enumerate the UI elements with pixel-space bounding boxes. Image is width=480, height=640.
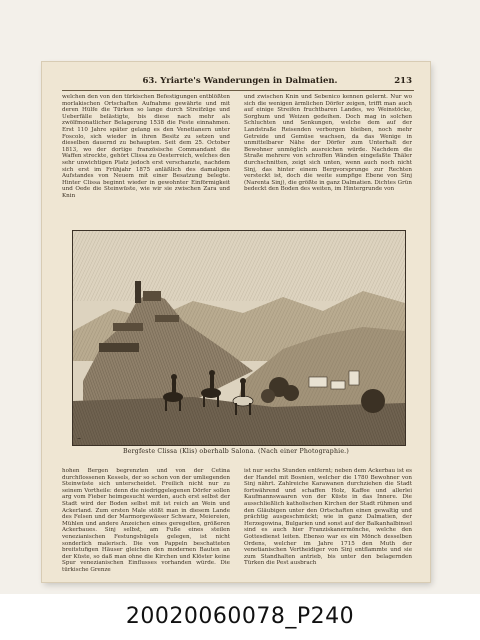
text-column-bottom-right xyxy=(244,468,412,572)
text-column-bottom-left xyxy=(62,468,230,572)
running-header xyxy=(62,76,418,88)
engraving-image xyxy=(73,231,405,445)
header-rule xyxy=(62,90,414,91)
paragraph: welchen den von den türkischen Befestigungen entblößten morlakischen Ortschaften Aufnahme gewährte und mit deren Hülfe die Türken so lange durch Streifzüge und Ueberfälle belästigte, bis diese nach mehr als zwölfmonatlicher Belagerung 1538 die Feste einnahmen. Erst 110 Jahre später gelang es den Venetianern unter Foscolo, sich wieder in ihren Besitz zu setzen und dieselben dauernd zu behaupten. Seit dem 25. October 1813, wo der dortige französische Commandant die Waffen streckte, gehört Clissa zu Oesterreich, welches den sehr unwichtigen Platz jedoch erst verschanzte, nachdem sich erst im Frühjahr 1875 anläßlich des damaligen Aufstandes von Neuem mit einer Besatzung belegte. Hinter Clissa beginnt wieder in gewohnter Einförmigkeit und Oede die Steinwüste, wie wir sie zwischen Zara und Knin xyxy=(62,94,230,199)
text-column-top-left xyxy=(62,94,230,224)
text-column-top-right xyxy=(244,94,412,224)
engraver-signature: ~ xyxy=(77,436,82,442)
figure-caption: Bergfeste Clissa (Klis) oberhalb Salona. (Nach einer Photographie.) xyxy=(123,448,349,455)
header-title: 63. Yriarte's Wanderungen in Dalmatien. xyxy=(142,76,338,86)
paragraph: hohen Bergen begrenzten und von der Cetina durchflossenen Kessels, der so schon von der umliegenden Steinwüste sich unterscheidet. Freilich nicht nur zu seinem Vortheile: denn die niedriggelegenen Dörfer sollen arg vom Fieber heimgesucht werden, auch erst selbst der Stadt wird der Boden selbst mit ist reich an Wein und Ackerland. Zum ersten Male stößt man in diesem Lande des Felsen und der Marmorgewässer Schwarz, Meiereien, Mühlen und andere Anzeichen eines geregelten, größeren Ackerbaues. Sinj selbst, am Fuße eines steilen venezianischen Festungshügels gelegen, ist nicht sonderlich malerisch. Die von Pappeln beschatteten breitstufigen Häuser gleichen den modernen Bauten an der Küste, so daß man ohne die Kirchen und Klöster keine Spur venezianischen Einflusses vorhanden würde. Die türkische Grenze xyxy=(62,468,230,572)
page-number: 213 xyxy=(394,76,412,86)
engraving-illustration xyxy=(72,230,406,446)
paragraph: und zwischen Knin und Sebenico kennen gelernt. Nur wo sich die wenigen ärmlichen Dörfer zeigen, trifft man auch auf einige Streifen fruchtbaren Landes, wo Weinstöcke, Sorghum und Weizen gedeihen. Doch mag in solchen Schluchten und Senkungen, welche dem auf der Landstraße Reisenden verborgen bleiben, noch mehr Getreide und Gemüse wachsen, da das Wenige in unmittelbarer Nähe der Dörfer zum Unterhalt der Bewohner unmöglich ausreichen würde. Nachdem die Straße mehrere von schroffen Wänden eingefaßte Thäler durchschnitten, zeigt sich unten, wenn auch noch nicht Sinj, das hinter einem Bergvorsprunge zur Rechten versteckt ist, doch die weite sumpfige Ebene von Sinj (Narenta Sinj), die größte in ganz Dalmatien. Dichtes Grün bedeckt den Boden des weiten, im Hintergrunde von xyxy=(244,94,412,193)
paragraph: ist nur sechs Stunden entfernt; neben dem Ackerbau ist es der Handel mit Bosnien, welcher die 1780 Bewohner von Sinj nährt. Zahlreiche Karawanen durchziehen die Stadt fortwährend und schaffen Holz, Kaffee und allerlei Kaufmannswaaren von der Küste in das Innere. Die ausschließlich katholischen Kirchen der Stadt rühmen und den Gläubigen unter den Ortschaften einen gewaltig und prächtig ausgeschmückt; wie in ganz Dalmatien, der Herzegowina, Bulgarien und sonst auf der Balkanhalbinsel sind es auch hier Franziskanermönche, welche den Gottesdienst leiten. Ebenso war es ein Mönch desselben Ordens, welcher im Jahre 1715 den Muth der venetianischen Vertheidiger von Sinj entflammte und sie zum Standhalten antrieb, bis unter den belagernden Türken die Pest ausbrach xyxy=(244,468,412,567)
book-page xyxy=(42,62,430,582)
archive-identifier: 20020060078_P240 xyxy=(125,604,355,629)
